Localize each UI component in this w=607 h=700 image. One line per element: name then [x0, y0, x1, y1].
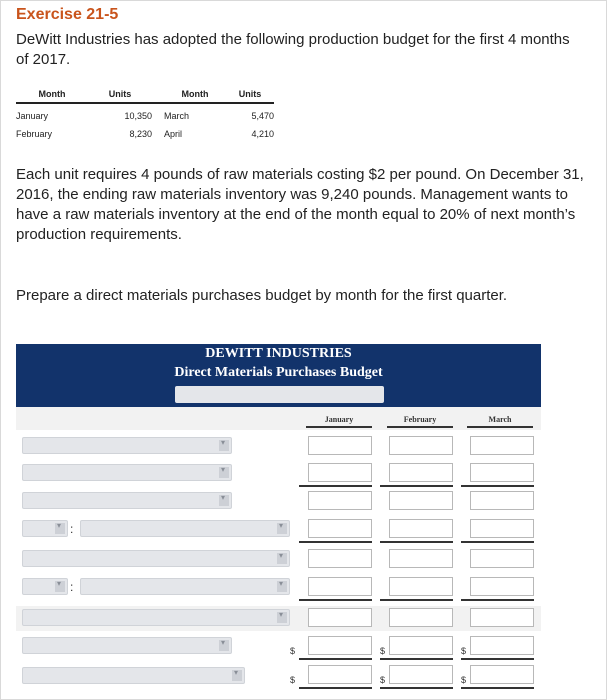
chevron-down-icon [277, 523, 287, 534]
column-header: Units [88, 88, 152, 103]
chevron-down-icon [219, 495, 229, 506]
amount-input-february[interactable] [389, 491, 453, 510]
amount-input-january[interactable] [308, 519, 372, 538]
table-row [16, 103, 274, 122]
column-header-march: March [467, 415, 533, 428]
currency-symbol: $ [461, 675, 467, 685]
subtotal-underline [461, 541, 534, 543]
table-cell: 5,470 [251, 110, 274, 121]
currency-symbol: $ [290, 646, 296, 656]
chevron-down-icon [232, 670, 242, 681]
chevron-down-icon [219, 467, 229, 478]
amount-input-january[interactable] [308, 636, 372, 655]
column-header: Units [226, 88, 274, 103]
amount-input-january[interactable] [308, 665, 372, 684]
chevron-down-icon [219, 640, 229, 651]
chevron-down-icon [219, 440, 229, 451]
amount-input-february[interactable] [389, 463, 453, 482]
intro-text: DeWitt Industries has adopted the following production budget for the first 4 months of 2017. [16, 31, 570, 68]
subtotal-underline [380, 485, 453, 487]
budget-title: Direct Materials Purchases Budget [174, 365, 383, 380]
budget-header [16, 344, 541, 407]
instructions-paragraph: Each unit requires 4 pounds of raw materials costing $2 per pound. On December 31, 2016, the ending raw materials inventory was 9,240 pounds. Management wants to have a raw materials inventory at the end of the month equal to 20% of next month’s production requirements. [16, 166, 584, 243]
column-header-february: February [387, 415, 453, 428]
row-label-dropdown[interactable] [80, 578, 290, 595]
row-label-dropdown[interactable] [22, 437, 232, 454]
row-label-dropdown[interactable] [80, 520, 290, 537]
amount-input-march[interactable] [470, 519, 534, 538]
table-cell: January [16, 110, 49, 121]
subtotal-underline [299, 541, 372, 543]
operator-dropdown[interactable] [22, 520, 68, 537]
amount-input-february[interactable] [389, 636, 453, 655]
row-label-dropdown[interactable] [22, 550, 290, 567]
amount-input-february[interactable] [389, 608, 453, 627]
total-underline [380, 687, 453, 689]
table-cell: March [164, 110, 190, 121]
amount-input-march[interactable] [470, 608, 534, 627]
amount-input-february[interactable] [389, 665, 453, 684]
amount-input-january[interactable] [308, 436, 372, 455]
amount-input-february[interactable] [389, 577, 453, 596]
subtotal-underline [299, 658, 372, 660]
chevron-down-icon [55, 523, 65, 534]
amount-input-march[interactable] [470, 463, 534, 482]
chevron-down-icon [55, 581, 65, 592]
table-row [16, 122, 274, 140]
colon-separator: : [70, 522, 74, 536]
amount-input-march[interactable] [470, 436, 534, 455]
total-underline [461, 687, 534, 689]
exercise-title: Exercise 21-5 [16, 6, 119, 23]
amount-input-february[interactable] [389, 519, 453, 538]
table-cell: 8,230 [129, 128, 152, 139]
subtotal-underline [461, 599, 534, 601]
amount-input-march[interactable] [470, 636, 534, 655]
amount-input-january[interactable] [308, 577, 372, 596]
amount-input-january[interactable] [308, 463, 372, 482]
chevron-down-icon [277, 612, 287, 623]
table-cell: February [16, 128, 53, 139]
amount-input-january[interactable] [308, 608, 372, 627]
production-budget-table [16, 88, 274, 140]
total-underline [299, 687, 372, 689]
row-label-dropdown[interactable] [22, 492, 232, 509]
table-cell: April [164, 128, 183, 139]
subtotal-underline [299, 599, 372, 601]
currency-symbol: $ [461, 646, 467, 656]
subtotal-underline [461, 485, 534, 487]
table-cell: 10,350 [124, 110, 152, 121]
subtotal-underline [461, 658, 534, 660]
subtotal-underline [380, 541, 453, 543]
colon-separator: : [70, 580, 74, 594]
column-header-band [16, 407, 541, 430]
chevron-down-icon [277, 581, 287, 592]
amount-input-march[interactable] [470, 665, 534, 684]
row-label-dropdown[interactable] [22, 667, 245, 684]
operator-dropdown[interactable] [22, 578, 68, 595]
table-header-row [16, 88, 274, 103]
row-label-dropdown[interactable] [22, 637, 232, 654]
currency-symbol: $ [290, 675, 296, 685]
column-header: Month [16, 88, 88, 103]
currency-symbol: $ [380, 646, 386, 656]
amount-input-january[interactable] [308, 491, 372, 510]
subtotal-underline [299, 485, 372, 487]
budget-company-name: DEWITT INDUSTRIES [205, 346, 352, 361]
column-header: Month [152, 88, 226, 103]
amount-input-march[interactable] [470, 491, 534, 510]
currency-symbol: $ [380, 675, 386, 685]
column-header-january: January [306, 415, 372, 428]
row-label-dropdown[interactable] [22, 609, 290, 626]
row-label-dropdown[interactable] [22, 464, 232, 481]
amount-input-february[interactable] [389, 436, 453, 455]
amount-input-march[interactable] [470, 577, 534, 596]
amount-input-february[interactable] [389, 549, 453, 568]
amount-input-march[interactable] [470, 549, 534, 568]
subtotal-underline [380, 658, 453, 660]
table-cell: 4,210 [251, 128, 274, 139]
subtotal-underline [380, 599, 453, 601]
task-paragraph: Prepare a direct materials purchases budget by month for the first quarter. [16, 287, 508, 304]
amount-input-january[interactable] [308, 549, 372, 568]
chevron-down-icon [277, 553, 287, 564]
period-dropdown[interactable] [175, 386, 384, 403]
